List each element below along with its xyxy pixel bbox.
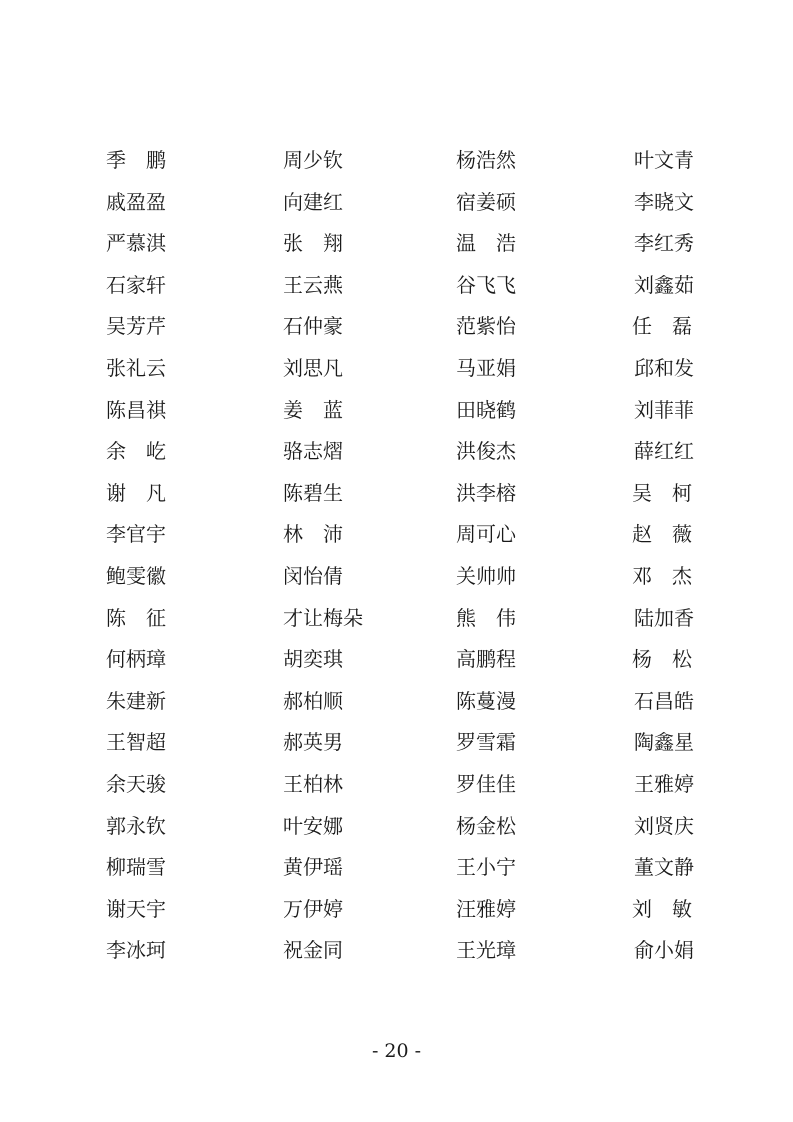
name-entry: 郝柏顺 [283,688,343,713]
name-entry: 杨松 [632,647,712,672]
name-entry: 马亚娟 [456,355,516,380]
name-row [106,889,712,931]
name-row [106,847,696,889]
name-entry: 何柄璋 [106,647,166,672]
name-entry: 刘鑫茹 [634,272,694,297]
name-entry: 宿姜硕 [456,189,516,214]
name-row [106,348,696,390]
name-row [106,182,696,224]
name-entry: 刘贤庆 [634,813,694,838]
name-entry: 赵薇 [632,522,712,547]
name-entry: 鲍雯徽 [106,563,166,588]
name-entry: 罗佳佳 [456,771,516,796]
name-entry: 刘菲菲 [634,397,694,422]
name-entry: 刘思凡 [283,355,343,380]
name-row [106,722,696,764]
name-row [106,806,696,848]
name-entry: 才让梅朵 [283,605,363,630]
name-row [106,223,696,265]
name-row [106,265,696,307]
name-entry: 闵怡倩 [283,563,343,588]
name-entry: 李晓文 [634,189,694,214]
name-entry: 叶文青 [634,148,694,172]
name-entry: 胡奕琪 [283,647,343,672]
name-entry: 余天骏 [106,771,166,796]
name-entry: 邓杰 [632,563,712,588]
name-entry: 李红秀 [634,231,694,256]
name-row [106,930,696,972]
name-entry: 周少钦 [283,148,343,172]
name-entry: 范紫怡 [456,314,516,339]
page-number: - 20 - [371,1040,422,1062]
name-row [106,681,696,723]
name-entry: 刘敏 [632,896,712,921]
name-entry: 王小宁 [456,855,516,880]
name-entry: 周可心 [456,522,516,547]
name-entry: 石昌皓 [634,688,694,713]
name-entry: 郭永钦 [106,813,166,838]
name-entry: 石仲豪 [283,314,343,339]
name-row [106,639,712,681]
name-entry: 王云燕 [283,272,343,297]
name-entry: 吴芳芹 [106,314,166,339]
name-entry: 罗雪霜 [456,730,516,755]
name-row [106,514,712,556]
name-entry: 洪俊杰 [456,439,516,464]
name-entry: 柳瑞雪 [106,855,166,880]
name-entry: 熊伟 [456,605,536,630]
name-entry: 张礼云 [106,355,166,380]
name-row [106,598,696,640]
name-entry: 洪李榕 [456,480,516,505]
name-entry: 陈征 [106,605,186,630]
name-entry: 陶鑫星 [634,730,694,755]
name-entry: 季鹏 [106,148,186,172]
name-entry: 任磊 [632,314,712,339]
name-row [106,140,696,182]
name-entry: 戚盈盈 [106,189,166,214]
name-entry: 李冰珂 [106,938,166,963]
name-entry: 杨浩然 [456,148,516,172]
name-entry: 谢凡 [106,480,186,505]
name-entry: 吴柯 [632,480,712,505]
name-entry: 陆加香 [634,605,694,630]
name-entry: 高鹏程 [456,647,516,672]
name-entry: 谷飞飞 [456,272,516,297]
name-entry: 张翔 [283,231,363,256]
name-entry: 杨金松 [456,813,516,838]
name-entry: 王柏林 [283,771,343,796]
name-entry: 王智超 [106,730,166,755]
name-entry: 郝英男 [283,730,343,755]
name-entry: 万伊婷 [283,896,343,921]
name-entry: 陈昌祺 [106,397,166,422]
name-entry: 田晓鹤 [456,397,516,422]
name-entry: 陈蔓漫 [456,688,516,713]
name-entry: 林沛 [283,522,363,547]
name-entry: 朱建新 [106,688,166,713]
name-entry: 汪雅婷 [456,896,516,921]
name-row [106,473,712,515]
name-entry: 薛红红 [634,439,694,464]
name-entry: 温浩 [456,231,536,256]
name-row [106,556,712,598]
name-entry: 姜蓝 [283,397,363,422]
name-entry: 董文静 [634,855,694,880]
name-entry: 黄伊瑶 [283,855,343,880]
name-row [106,306,712,348]
name-entry: 石家轩 [106,272,166,297]
name-row [106,390,696,432]
name-row [106,431,696,473]
name-entry: 俞小娟 [634,938,694,963]
name-row [106,764,696,806]
name-entry: 严慕淇 [106,231,166,256]
name-entry: 祝金同 [283,938,343,963]
name-entry: 邱和发 [634,355,694,380]
name-entry: 李官宇 [106,522,166,547]
name-entry: 陈碧生 [283,480,343,505]
name-entry: 向建红 [283,189,343,214]
name-entry: 骆志熠 [283,439,343,464]
name-entry: 叶安娜 [283,813,343,838]
name-entry: 余屹 [106,439,186,464]
name-entry: 关帅帅 [456,563,516,588]
name-entry: 王雅婷 [634,771,694,796]
name-entry: 王光璋 [456,938,516,963]
name-list [106,140,712,972]
name-entry: 谢天宇 [106,896,166,921]
